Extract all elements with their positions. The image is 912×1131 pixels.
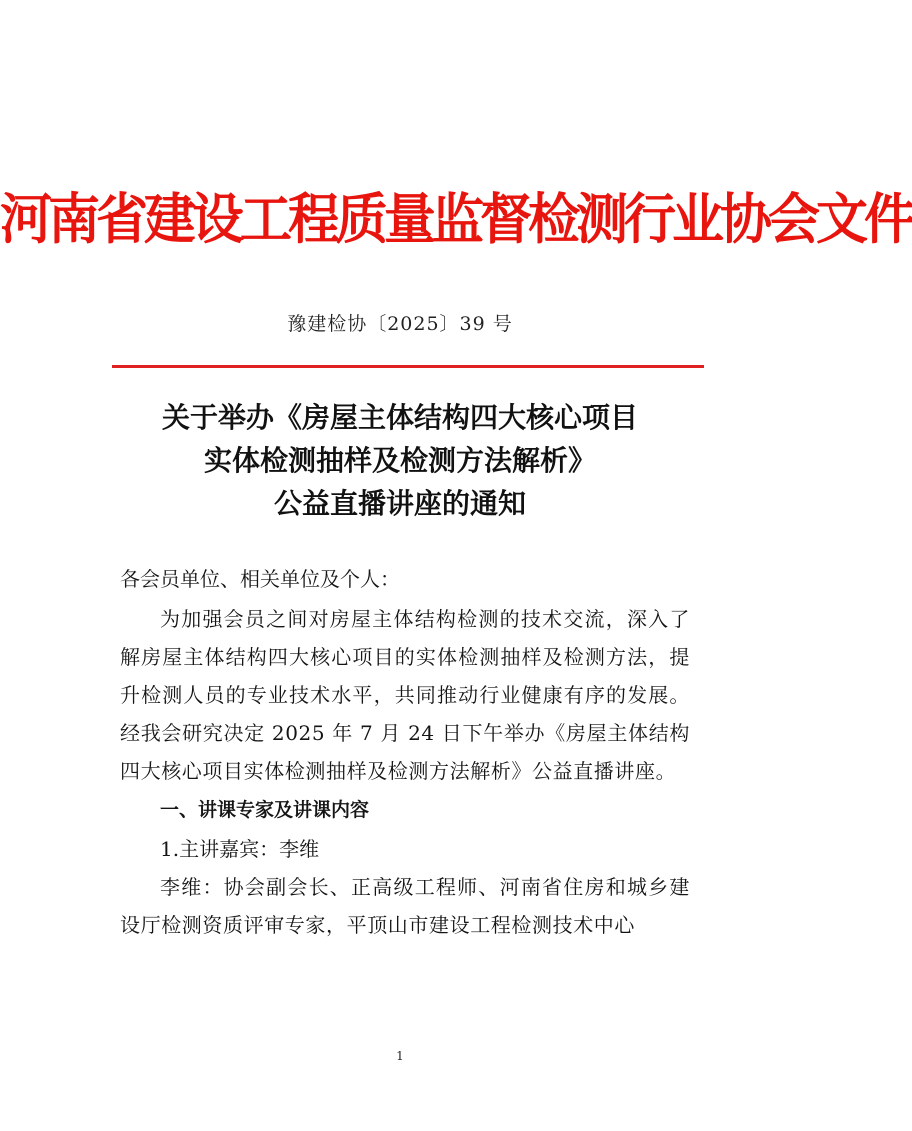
red-divider-line	[112, 365, 704, 368]
title-line-2: 实体检测抽样及检测方法解析》	[203, 444, 596, 477]
title-line-1: 关于举办《房屋主体结构四大核心项目	[161, 401, 638, 434]
document-number: 豫建检协〔2025〕39 号	[287, 313, 513, 335]
speaker-item: 1.主讲嘉宾：李维	[160, 837, 320, 861]
paragraph-intro: 为加强会员之间对房屋主体结构检测的技术交流，深入了解房屋主体结构四大核心项目的实体检测抽样及检测方法，提升检测人员的专业技术水平，共同推动行业健康有序的发展。经我会研究决定 2025 年 7 月 24 日下午举办《房屋主体结构四大核心项目实体检测抽样及检测方法解析》公益直播讲座。	[120, 607, 690, 783]
page-number: 1	[396, 1049, 404, 1063]
section-heading-experts: 一、讲课专家及讲课内容	[160, 799, 370, 821]
salutation: 各会员单位、相关单位及个人：	[120, 567, 400, 591]
paragraph-speaker-bio: 李维：协会副会长、正高级工程师、河南省住房和城乡建设厅检测资质评审专家，平顶山市建设工程检测技术中心	[120, 875, 690, 937]
organization-header: 河南省建设工程质量监督检测行业协会文件	[0, 187, 912, 252]
notice-title	[0, 396, 800, 525]
title-line-3: 公益直播讲座的通知	[273, 487, 526, 520]
notice-body	[120, 560, 690, 944]
